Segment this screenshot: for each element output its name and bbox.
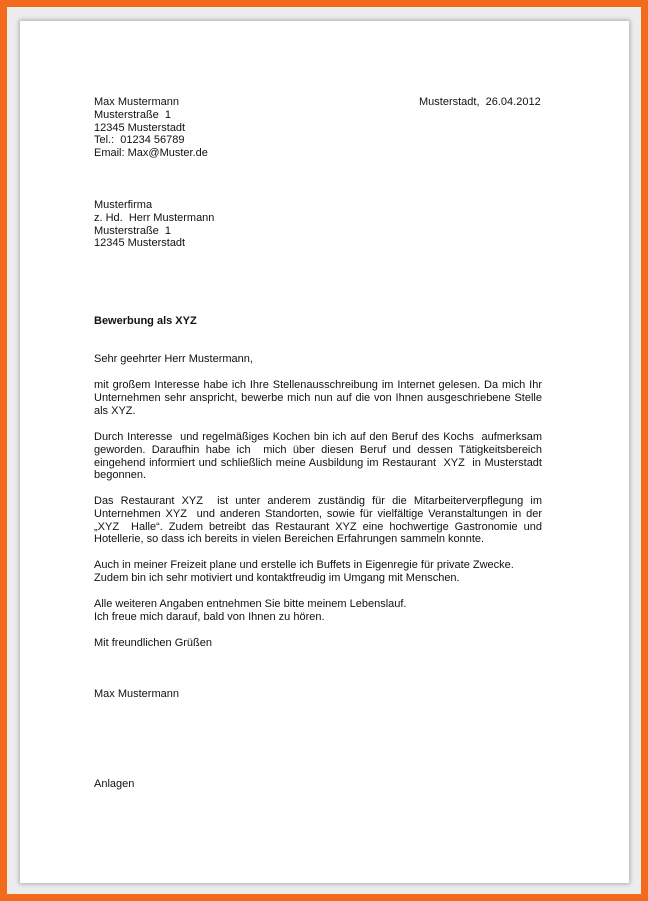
paragraph-line: begonnen. [94, 469, 146, 482]
letter-page [20, 21, 629, 883]
sender-phone: Tel.: 01234 56789 [94, 134, 185, 147]
paragraph-5 [94, 598, 407, 624]
paragraph-line: geworden. Daraufhin habe ich mich über diesen Beruf und dessen Tätigkeitsbereich [94, 443, 542, 456]
paragraph-line: „XYZ Halle“. Zudem betreibt das Restaurant XYZ eine hochwertige Gastronomie und [94, 520, 542, 533]
enclosures: Anlagen [94, 778, 135, 790]
paragraph-line: Unternehmen sehr anspricht, bewerbe mich nun auf die von Ihnen ausgeschriebene Stelle [94, 391, 542, 404]
paragraph-2 [94, 431, 542, 482]
paragraph-line: Durch Interesse und regelmäßiges Kochen bin ich auf den Beruf des Kochs aufmerksam [94, 431, 542, 443]
paragraph-line: Ich freue mich darauf, bald von Ihnen zu hören. [94, 610, 325, 623]
salutation: Sehr geehrter Herr Mustermann, [94, 353, 253, 365]
paragraph-line: Das Restaurant XYZ ist unter anderem zuständig für die Mitarbeiterverpflegung im [94, 495, 542, 507]
recipient-address [94, 199, 214, 250]
recipient-city: 12345 Musterstadt [94, 237, 186, 250]
paragraph-3 [94, 495, 542, 546]
subject-line: Bewerbung als XYZ [94, 315, 197, 327]
paragraph-line: als XYZ. [94, 404, 136, 417]
sender-email: Email: Max@Muster.de [94, 147, 208, 160]
signature-name: Max Mustermann [94, 688, 179, 700]
sender-city: 12345 Musterstadt [94, 121, 186, 134]
sender-name: Max Mustermann [94, 96, 179, 108]
closing: Mit freundlichen Grüßen [94, 637, 212, 649]
paragraph-line: Zudem bin ich sehr motiviert und kontaktfreudig im Umgang mit Menschen. [94, 571, 460, 584]
sender-address [94, 96, 208, 160]
recipient-attention: z. Hd. Herr Mustermann [94, 211, 215, 224]
paragraph-line: Hotellerie, so dass ich bereits in vielen Bereichen Erfahrungen sammeln konnte. [94, 533, 485, 546]
sender-street: Musterstraße 1 [94, 108, 172, 121]
paragraph-line: mit großem Interesse habe ich Ihre Stellenausschreibung im Internet gelesen. Da mich Ihr [94, 379, 542, 391]
paragraph-line: Unternehmen XYZ und anderen Standorten, sowie für vielfältige Veranstaltungen in der [94, 507, 542, 520]
recipient-street: Musterstraße 1 [94, 224, 172, 237]
paragraph-4 [94, 559, 514, 585]
paragraph-1 [94, 379, 542, 417]
paragraph-line: Auch in meiner Freizeit plane und erstelle ich Buffets in Eigenregie für private Zwecke. [94, 559, 514, 571]
recipient-company: Musterfirma [94, 199, 153, 211]
paragraph-line: eingehend informiert und schließlich meine Ausbildung im Restaurant XYZ in Musterstadt [94, 456, 542, 469]
paragraph-line: Alle weiteren Angaben entnehmen Sie bitte meinem Lebenslauf. [94, 598, 407, 610]
place-date: Musterstadt, 26.04.2012 [419, 96, 541, 108]
